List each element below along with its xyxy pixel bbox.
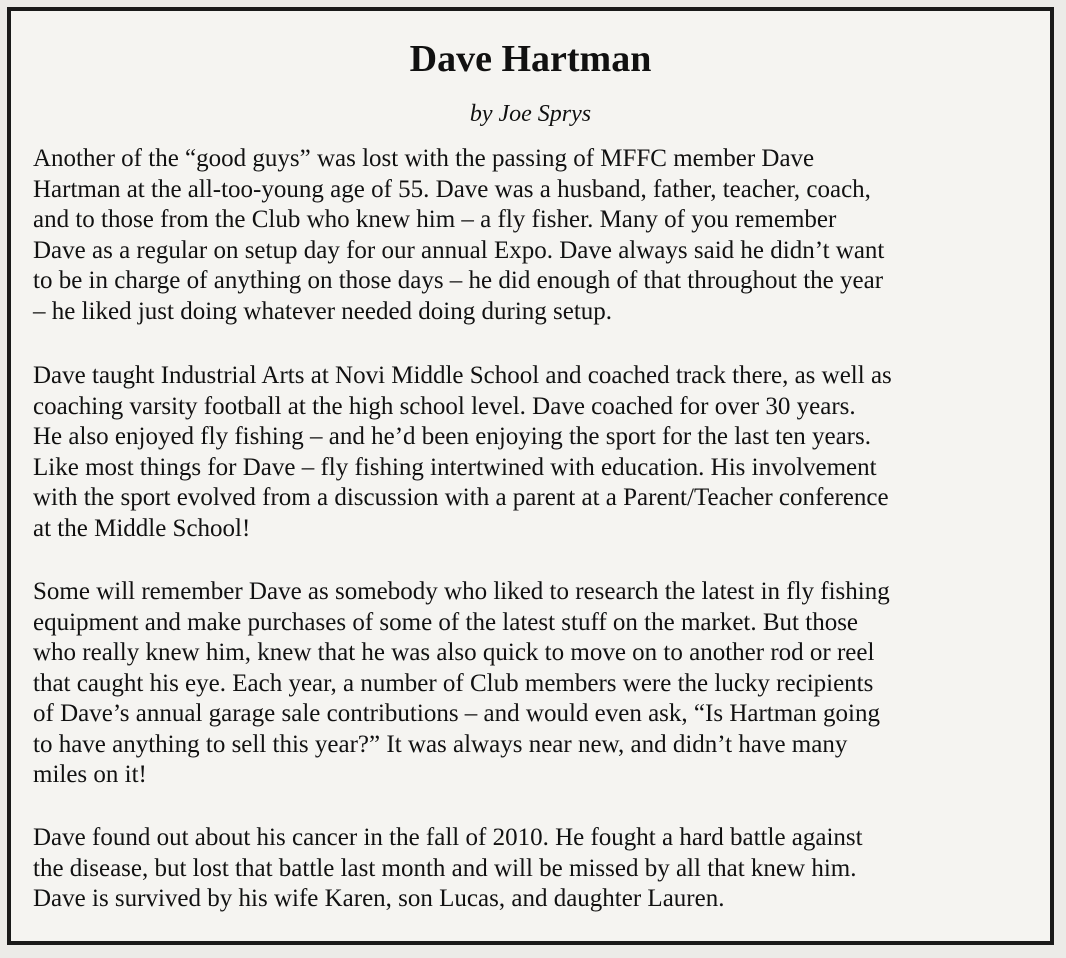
paragraph-intro: Another of the “good guys” was lost with the passing of MFFC member Dave Hartman at the all-too-young age of 55. Dave was a husband, father, teacher, coach, and to those from the Club who knew him – a fly fisher. Many of you remember Dave as a regular on setup day for our annual Expo. Dave always said he didn’t want to be in charge of anything on those days – he did enough of that throughout the year – he liked just doing whatever needed doing during setup. xyxy=(33,145,885,325)
paragraph-teaching: Dave taught Industrial Arts at Novi Middle School and coached track there, as well as coaching varsity football at the high school level. Dave coached for over 30 years. He also enjoyed fly fishing – and he’d been enjoying the sport for the last ten years. Like most things for Dave – fly fishing intertwined with education. His involvement with the sport evolved from a discussion with a parent at a Parent/Teacher conference at the Middle School! xyxy=(33,362,892,542)
article-frame xyxy=(7,7,1054,945)
paragraph-equipment: Some will remember Dave as somebody who liked to research the latest in fly fishing equipment and make purchases of some of the latest stuff on the market. But those who really knew him, knew that he was also quick to move on to another rod or reel that caught his eye. Each year, a number of Club members were the lucky recipients of Dave’s annual garage sale contributions – and would even ask, “Is Hartman going to have anything to sell this year?” It was always near new, and didn’t have many miles on it! xyxy=(33,578,890,788)
article-title: Dave Hartman xyxy=(409,38,652,80)
article-byline: by Joe Sprys xyxy=(469,101,592,127)
paragraph-closing: Dave found out about his cancer in the fall of 2010. He fought a hard battle against the disease, but lost that battle last month and will be missed by all that knew him. Dave is survived by his wife Karen, son Lucas, and daughter Lauren. xyxy=(33,824,863,912)
